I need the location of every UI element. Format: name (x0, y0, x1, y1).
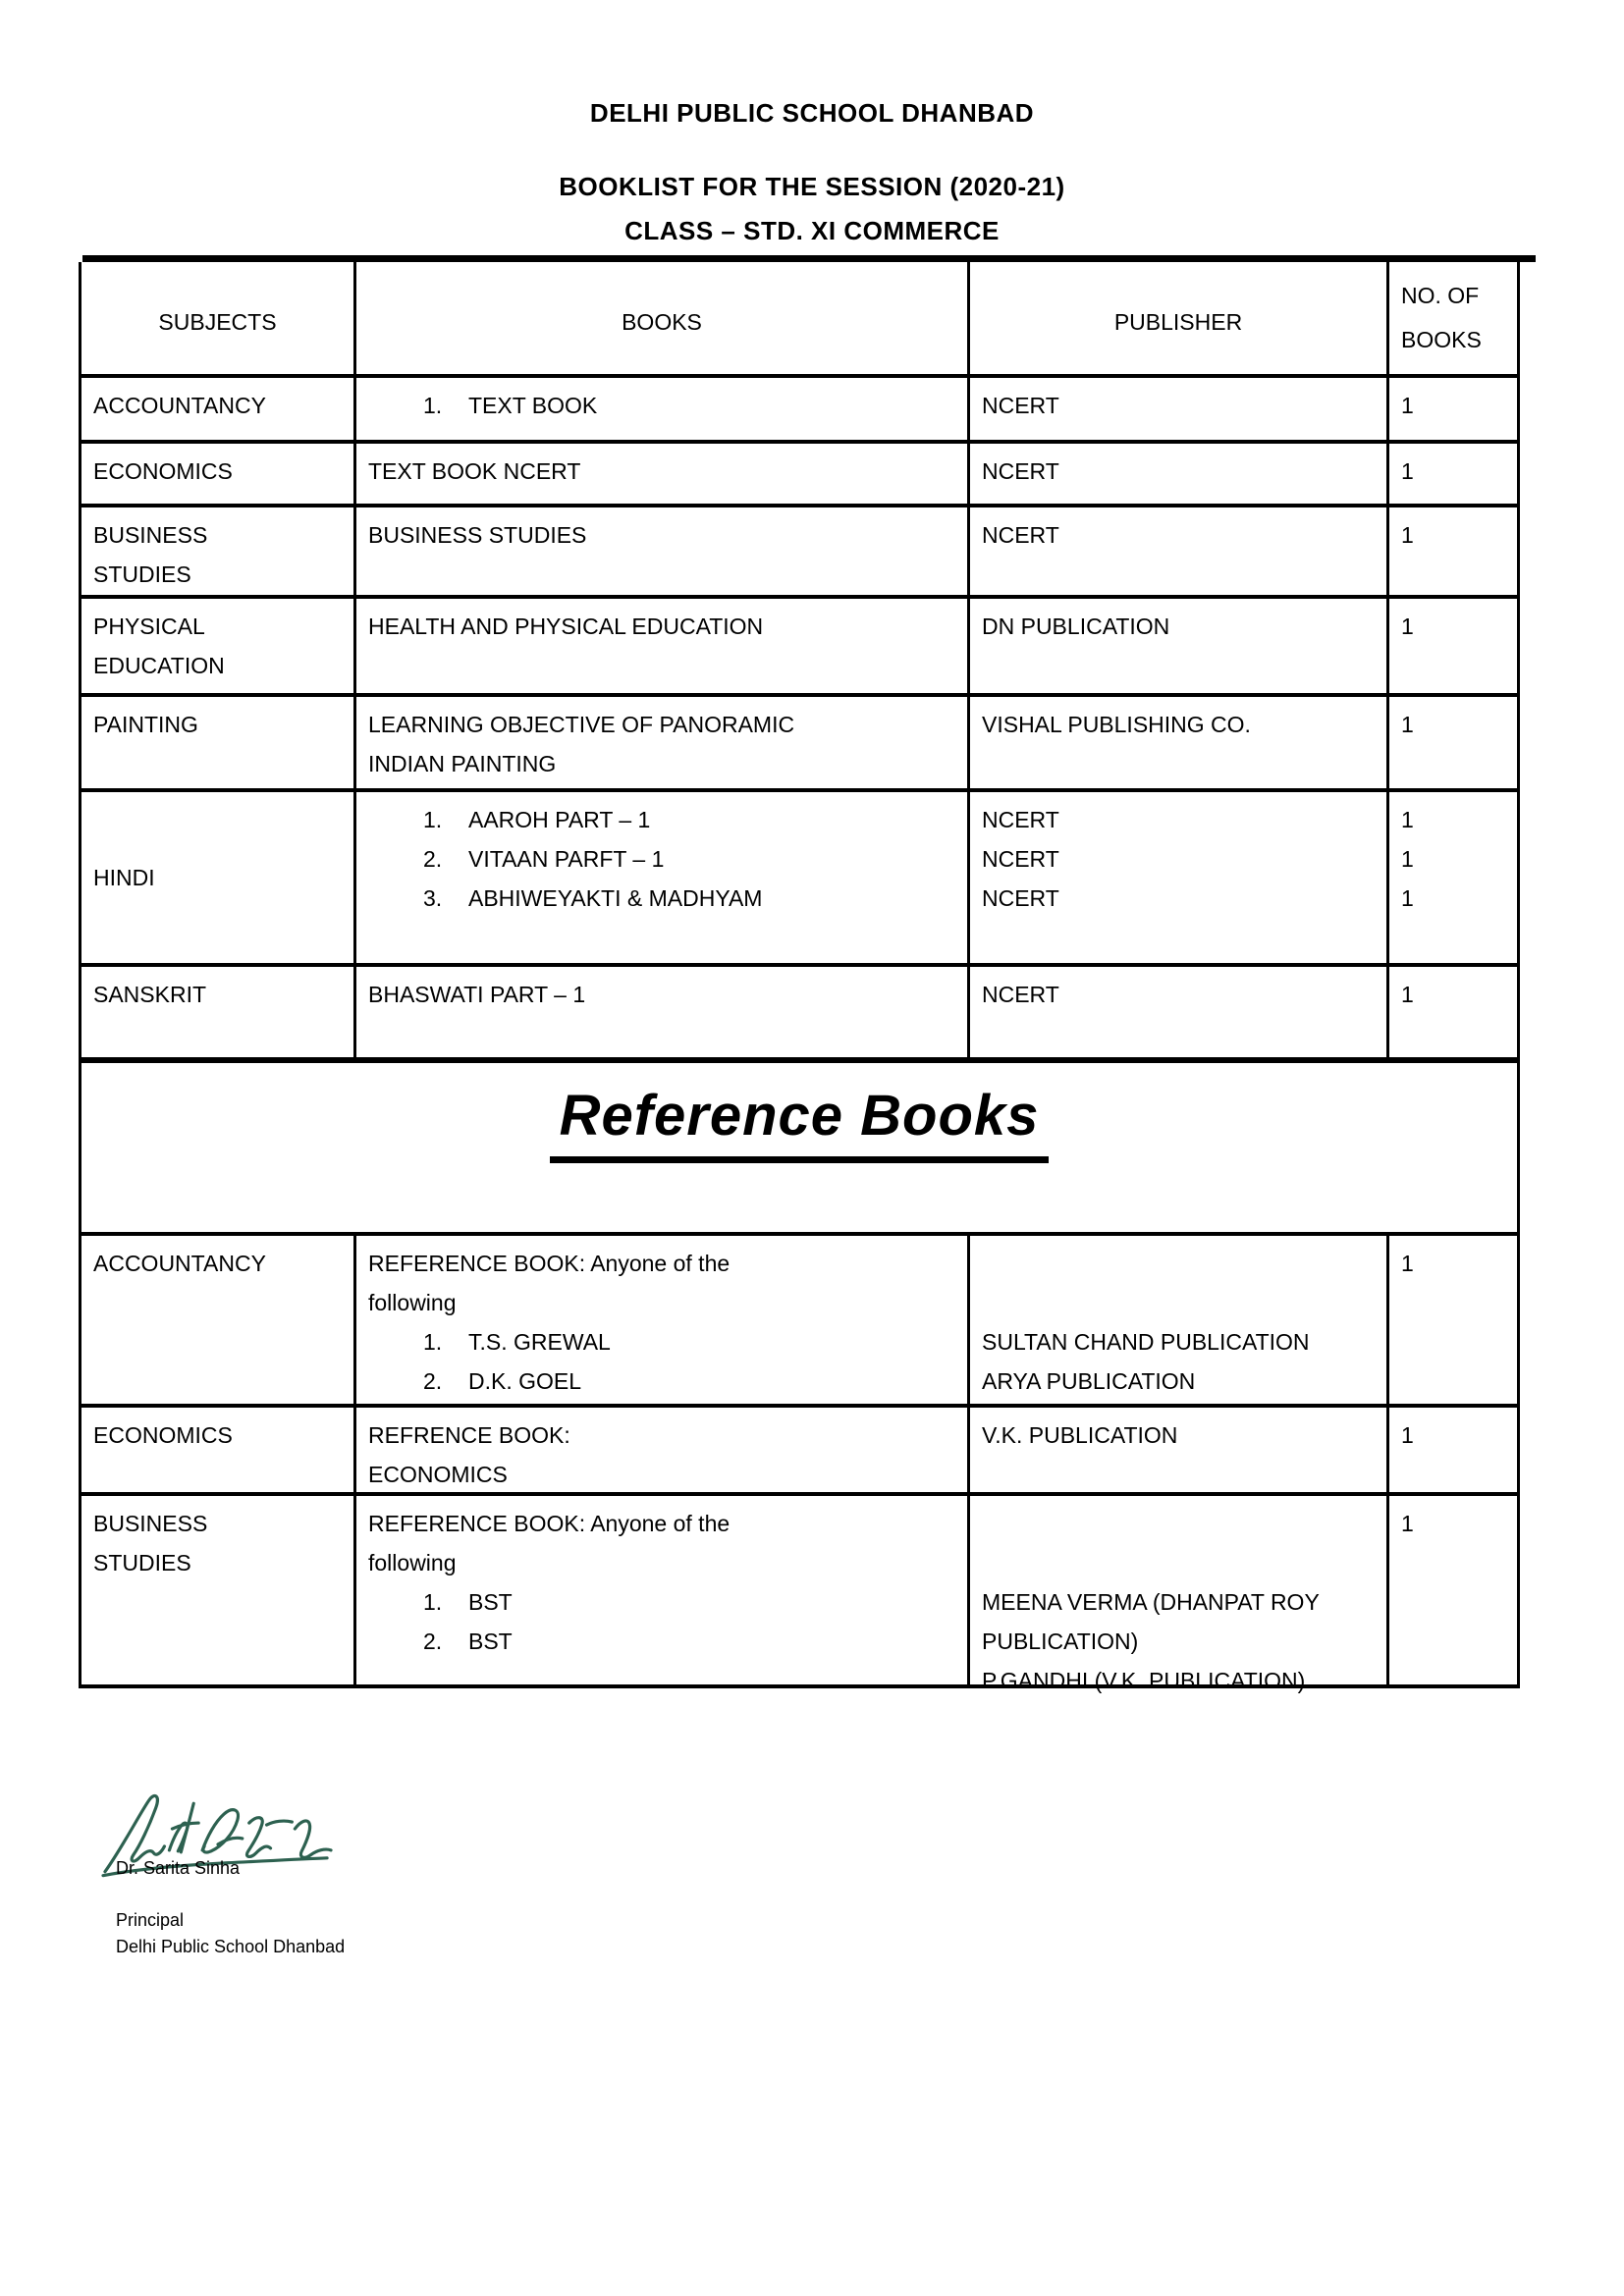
signature-stroke (267, 1821, 293, 1825)
book-item-title: ABHIWEYAKTI & MADHYAM (468, 885, 763, 911)
books-cell (356, 1408, 970, 1492)
table-row (81, 792, 1517, 967)
table-row (81, 1496, 1517, 1693)
book-item-title: D.K. GOEL (468, 1368, 582, 1394)
count-cell (1389, 967, 1517, 1057)
subject-label: BUSINESS (93, 1511, 208, 1536)
count-value: 1 (1401, 885, 1414, 911)
count-value: 1 (1401, 522, 1414, 548)
books-cell (356, 967, 970, 1057)
book-note: REFERENCE BOOK: Anyone of the (368, 1251, 731, 1276)
column-header-subjects: SUBJECTS (81, 262, 356, 374)
books-cell (356, 507, 970, 595)
subject-label: ACCOUNTANCY (93, 1251, 266, 1276)
publisher-cell (970, 444, 1389, 504)
subject-cell (81, 599, 356, 693)
column-header-publisher: PUBLISHER (970, 262, 1389, 374)
book-item-title: AAROH PART – 1 (468, 807, 651, 832)
book-item-number: 1. (423, 1329, 443, 1355)
header-divider-rule (82, 255, 1536, 262)
book-item-number: 1. (423, 1589, 443, 1615)
table-row (81, 1408, 1517, 1496)
count-value: 1 (1401, 1422, 1414, 1448)
publisher-cell (970, 507, 1389, 595)
book-item-number: 2. (423, 1368, 443, 1394)
subject-cell (81, 1236, 356, 1404)
book-item-title: TEXT BOOK (468, 393, 598, 418)
book-item-number: 1. (423, 393, 443, 418)
count-value: 1 (1401, 982, 1414, 1007)
subject-cell (81, 444, 356, 504)
booklist-table (79, 262, 1520, 1693)
publisher-label: NCERT (982, 807, 1059, 832)
book-note: following (368, 1290, 457, 1315)
school-name-title: DELHI PUBLIC SCHOOL DHANBAD (589, 98, 1035, 128)
book-item (356, 1582, 967, 1622)
column-header-no-of-books-line: NO. OF (1401, 283, 1480, 308)
book-title: LEARNING OBJECTIVE OF PANORAMIC (368, 712, 795, 737)
subject-cell (81, 967, 356, 1057)
table-row (81, 444, 1517, 507)
count-value: 1 (1401, 393, 1414, 418)
book-item-number: 2. (423, 1629, 443, 1654)
book-title: INDIAN PAINTING (368, 751, 557, 776)
publisher-label: MEENA VERMA (DHANPAT ROY (982, 1589, 1320, 1615)
subject-cell (81, 697, 356, 788)
publisher-cell (970, 378, 1389, 440)
publisher-label: NCERT (982, 458, 1059, 484)
subject-cell (81, 378, 356, 440)
books-cell (356, 599, 970, 693)
signatory-organization: Delhi Public School Dhanbad (116, 1937, 346, 1956)
subject-label: ECONOMICS (93, 1422, 233, 1448)
book-item-number: 3. (423, 885, 443, 911)
subject-cell (81, 1408, 356, 1492)
book-title: BUSINESS STUDIES (368, 522, 587, 548)
count-cell (1389, 507, 1517, 595)
books-cell (356, 1236, 970, 1404)
publisher-label: ARYA PUBLICATION (982, 1368, 1196, 1394)
count-value: 1 (1401, 614, 1414, 639)
books-cell (356, 1496, 970, 1684)
count-value: 1 (1401, 807, 1414, 832)
table-row (81, 599, 1517, 697)
subject-cell (81, 792, 356, 963)
signature-stroke (172, 1803, 198, 1852)
book-item (356, 1622, 967, 1661)
book-item (356, 879, 967, 918)
publisher-cell (970, 1496, 1389, 1693)
column-header-no-of-books-line: BOOKS (1401, 327, 1482, 352)
book-title: BHASWATI PART – 1 (368, 982, 586, 1007)
publisher-label: NCERT (982, 846, 1059, 872)
count-value: 1 (1401, 1511, 1414, 1536)
book-item-title: BST (468, 1629, 513, 1654)
publisher-label: P.GANDHI (V.K. PUBLICATION) (982, 1668, 1306, 1693)
subject-label: SANSKRIT (93, 982, 207, 1007)
count-cell (1389, 1496, 1517, 1684)
column-header-books: BOOKS (356, 262, 970, 374)
publisher-label: VISHAL PUBLISHING CO. (982, 712, 1251, 737)
publisher-cell (970, 967, 1389, 1057)
book-note: REFERENCE BOOK: Anyone of the (368, 1511, 731, 1536)
books-cell (356, 792, 970, 963)
book-note: ECONOMICS (368, 1462, 508, 1487)
subject-label: ACCOUNTANCY (93, 393, 266, 418)
count-cell (1389, 792, 1517, 963)
count-value: 1 (1401, 1251, 1414, 1276)
signature-stroke (202, 1810, 238, 1852)
publisher-label: DN PUBLICATION (982, 614, 1170, 639)
table-row (81, 378, 1517, 444)
document-header (0, 0, 1624, 246)
publisher-label: V.K. PUBLICATION (982, 1422, 1178, 1448)
publisher-label: SULTAN CHAND PUBLICATION (982, 1329, 1310, 1355)
subject-label: PHYSICAL (93, 614, 205, 639)
reference-books-heading: Reference Books (550, 1083, 1050, 1163)
count-value: 1 (1401, 846, 1414, 872)
class-title: CLASS – STD. XI COMMERCE (624, 216, 1000, 245)
publisher-label: NCERT (982, 393, 1059, 418)
count-cell (1389, 378, 1517, 440)
book-item-number: 2. (423, 846, 443, 872)
book-title: HEALTH AND PHYSICAL EDUCATION (368, 614, 764, 639)
publisher-label: PUBLICATION) (982, 1629, 1139, 1654)
subject-label: BUSINESS (93, 522, 208, 548)
subject-label: PAINTING (93, 712, 198, 737)
publisher-label: NCERT (982, 885, 1059, 911)
book-item-title: BST (468, 1589, 513, 1615)
table-row (81, 967, 1517, 1063)
publisher-cell (970, 1408, 1389, 1492)
count-cell (1389, 1408, 1517, 1492)
book-item-title: T.S. GREWAL (468, 1329, 611, 1355)
count-cell (1389, 599, 1517, 693)
publisher-label: NCERT (982, 982, 1059, 1007)
count-cell (1389, 697, 1517, 788)
book-item (356, 386, 967, 425)
books-cell (356, 378, 970, 440)
signature-stroke (218, 1838, 243, 1844)
book-item (356, 1362, 967, 1401)
subject-label: EDUCATION (93, 653, 225, 678)
count-value: 1 (1401, 712, 1414, 737)
subject-label: ECONOMICS (93, 458, 233, 484)
signature-stroke (295, 1821, 331, 1857)
book-item-number: 1. (423, 807, 443, 832)
reference-books-heading-row (81, 1063, 1517, 1236)
table-row (81, 507, 1517, 599)
count-value: 1 (1401, 458, 1414, 484)
subject-label: STUDIES (93, 561, 191, 587)
subject-cell (81, 507, 356, 595)
count-cell (1389, 444, 1517, 504)
subject-cell (81, 1496, 356, 1684)
booklist-title: BOOKLIST FOR THE SESSION (2020-21) (559, 172, 1065, 201)
table-header-row (81, 262, 1517, 378)
subject-label: HINDI (93, 865, 155, 890)
publisher-label: NCERT (982, 522, 1059, 548)
book-note: following (368, 1550, 457, 1575)
signatory-title: Principal (116, 1910, 185, 1930)
book-note: REFRENCE BOOK: (368, 1422, 570, 1448)
publisher-cell (970, 1236, 1389, 1404)
signatory-name: Dr. Sarita Sinha (116, 1858, 241, 1878)
column-header-no-of-books (1389, 262, 1517, 374)
table-row (81, 697, 1517, 792)
books-cell (356, 444, 970, 504)
book-item (356, 800, 967, 839)
table-row (81, 1236, 1517, 1408)
count-cell (1389, 1236, 1517, 1404)
publisher-cell (970, 792, 1389, 963)
subject-label: STUDIES (93, 1550, 191, 1575)
book-item-title: VITAAN PARFT – 1 (468, 846, 665, 872)
books-cell (356, 697, 970, 788)
publisher-cell (970, 599, 1389, 693)
publisher-cell (970, 697, 1389, 788)
book-title: TEXT BOOK NCERT (368, 458, 581, 484)
book-item (356, 839, 967, 879)
book-item (356, 1322, 967, 1362)
